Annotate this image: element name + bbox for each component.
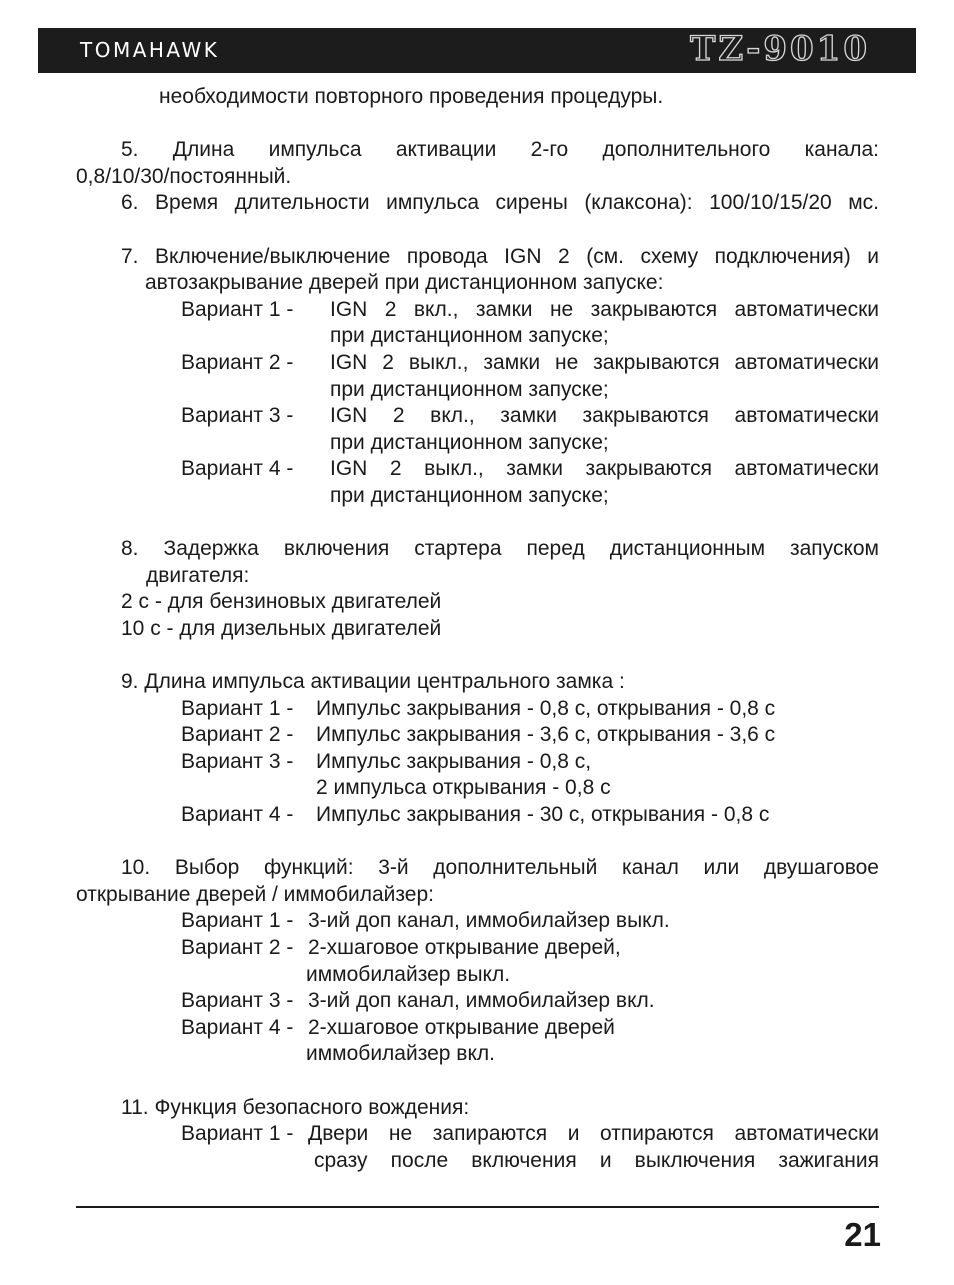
s10-variant-4-cont: иммобилайзер вкл. <box>306 1042 495 1066</box>
variant-text: 3-ий доп канал, иммобилайзер вкл. <box>308 989 655 1013</box>
header-bar <box>38 28 916 73</box>
variant-label: Вариант 2 - <box>181 723 294 747</box>
variant-label: Вариант 3 - <box>181 989 294 1013</box>
variant-text: 2-хшаговое открывание дверей <box>308 1015 615 1039</box>
section-10-line-1: 10. Выбор функций: 3-й дополнительный канал или двушаговое <box>121 856 879 880</box>
s7-variant-1 <box>76 297 879 324</box>
s10-variant-4 <box>76 1015 879 1042</box>
s10-variant-2 <box>76 935 879 962</box>
section-5-line-2: 0,8/10/30/постоянный. <box>76 164 292 188</box>
footer-divider <box>76 1206 879 1208</box>
section-11-line-1: 11. Функция безопасного вождения: <box>121 1095 470 1119</box>
variant-text: Двери не запираются и отпираются автоматически <box>308 1122 879 1146</box>
variant-label: Вариант 2 - <box>181 350 294 374</box>
variant-text: Импульс закрывания - 30 с, открывания - 0,8 с <box>316 803 770 827</box>
variant-label: Вариант 1 - <box>181 909 294 933</box>
s7-variant-1-cont: при дистанционном запуске; <box>330 324 609 348</box>
page-number: 21 <box>844 1216 881 1253</box>
section-7-line-2: автозакрывание дверей при дистанционном запуске: <box>145 271 664 295</box>
section-10-line-2: открывание дверей / иммобилайзер: <box>76 882 434 906</box>
variant-label: Вариант 4 - <box>181 803 294 827</box>
variant-text: 2-хшаговое открывание дверей, <box>308 936 621 959</box>
variant-text: Импульс закрывания - 0,8 с, открывания - 0,8 с <box>316 696 776 720</box>
section-5-line-1: 5. Длина импульса активации 2-го дополнительного канала: <box>121 138 879 162</box>
variant-label: Вариант 1 - <box>181 696 294 720</box>
variant-label: Вариант 4 - <box>181 1015 294 1039</box>
s9-variant-4 <box>76 802 879 829</box>
variant-text: 3-ий доп канал, иммобилайзер выкл. <box>308 909 670 933</box>
section-9-line-1: 9. Длина импульса активации центрального замка : <box>121 670 625 694</box>
s7-variant-2 <box>76 350 879 377</box>
s7-variant-4-cont: при дистанционном запуске; <box>330 483 609 507</box>
section-8-line-2: двигателя: <box>146 563 250 587</box>
s7-variant-3-cont: при дистанционном запуске; <box>330 430 609 454</box>
s9-variant-3 <box>76 749 879 776</box>
variant-text: IGN 2 вкл., замки закрываются автоматически <box>330 404 879 428</box>
section-8-line-1: 8. Задержка включения стартера перед дистанционным запуском <box>121 537 879 561</box>
section-6-line-1: 6. Время длительности импульса сирены (клаксона): 100/10/15/20 мс. <box>121 191 879 215</box>
intro-line: необходимости повторного проведения процедуры. <box>159 85 664 108</box>
variant-label: Вариант 3 - <box>181 749 294 773</box>
s7-variant-4 <box>76 456 879 483</box>
s11-variant-1-cont: сразу после включения и выключения зажигания <box>314 1148 879 1172</box>
variant-text: IGN 2 вкл., замки не закрываются автоматически <box>330 297 879 321</box>
s9-variant-3-cont: 2 импульса открывания - 0,8 с <box>316 776 611 800</box>
variant-text: IGN 2 выкл., замки закрываются автоматически <box>330 457 879 481</box>
section-8-line-3: 2 с - для бензиновых двигателей <box>121 590 442 614</box>
s11-variant-1 <box>76 1121 879 1148</box>
variant-label: Вариант 2 - <box>181 936 294 959</box>
s9-variant-1 <box>76 696 879 723</box>
variant-text: Импульс закрывания - 3,6 с, открывания - 3,6 с <box>316 723 776 747</box>
variant-label: Вариант 3 - <box>181 404 294 428</box>
brand-logo: TOMAHAWK <box>80 38 220 62</box>
variant-text: Импульс закрывания - 0,8 с, <box>316 749 592 773</box>
s7-variant-3 <box>76 403 879 430</box>
variant-label: Вариант 1 - <box>181 297 294 321</box>
s9-variant-2 <box>76 722 879 749</box>
variant-label: Вариант 4 - <box>181 457 294 481</box>
s10-variant-3 <box>76 988 879 1015</box>
s10-variant-2-cont: иммобилайзер выкл. <box>306 962 511 986</box>
variant-text: IGN 2 выкл., замки не закрываются автоматически <box>330 350 879 374</box>
s7-variant-2-cont: при дистанционном запуске; <box>330 377 609 401</box>
model-title: TZ-9010 <box>690 29 870 69</box>
section-8-line-4: 10 с - для дизельных двигателей <box>121 616 442 640</box>
variant-label: Вариант 1 - <box>181 1122 294 1146</box>
s10-variant-1 <box>76 908 879 935</box>
section-7-line-1: 7. Включение/выключение провода IGN 2 (см. схему подключения) и <box>121 244 879 268</box>
manual-text <box>76 84 879 1174</box>
